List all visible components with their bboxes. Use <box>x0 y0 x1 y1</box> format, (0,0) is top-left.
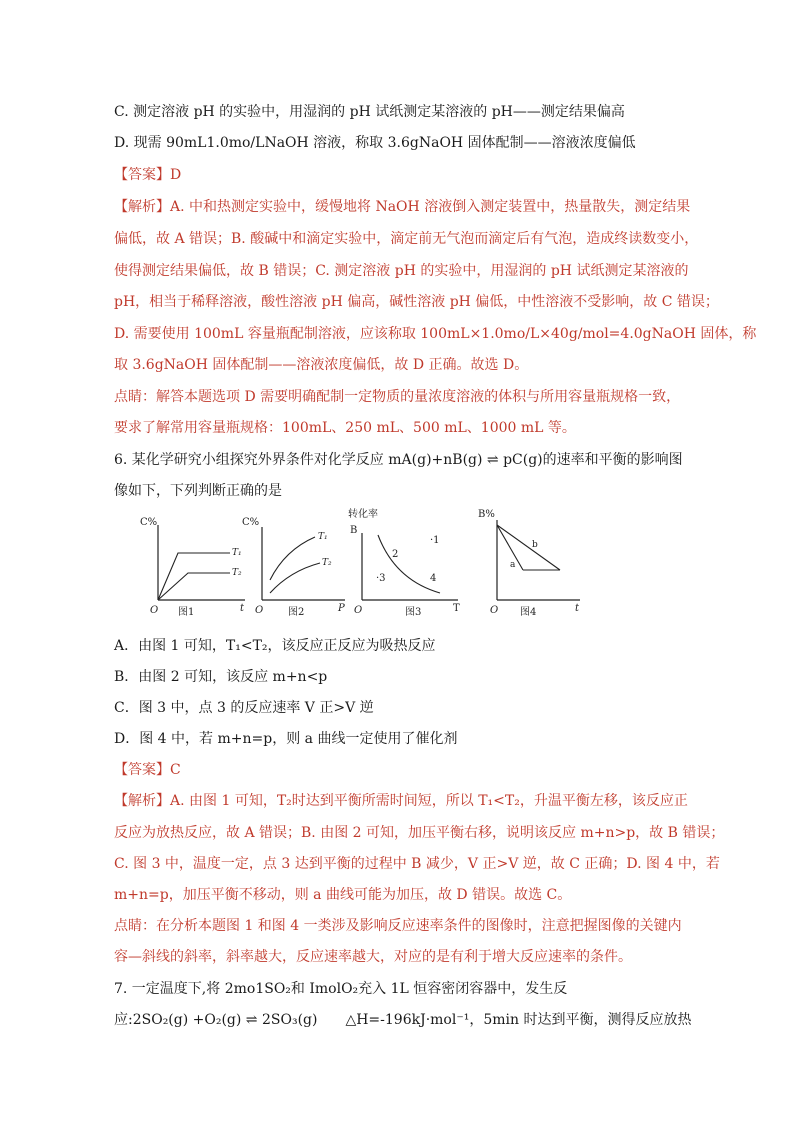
figure-2-curve-t2: T₂ <box>322 558 332 568</box>
q5-explanation-1: 【解析】A. 中和热测定实验中，缓慢地将 NaOH 溶液倒入测定装置中，热量散失，测定结果 <box>114 199 691 215</box>
q7-stem-2: 应:2SO₂(g) +O₂(g) ⇌ 2SO₃(g) △H=-196kJ·mol⁻¹，5min 时达到平衡，测得反应放热 <box>114 1012 692 1028</box>
figure-2-curve-t1: T₁ <box>318 532 328 542</box>
q5-option-c: C. 测定溶液 pH 的实验中，用湿润的 pH 试纸测定某溶液的 pH——测定结果偏高 <box>114 104 625 120</box>
figure-3-point-4: 4 <box>430 573 437 584</box>
figure-3 <box>348 507 460 618</box>
q5-explanation-4: pH，相当于稀释溶液，酸性溶液 pH 偏高，碱性溶液 pH 偏低，中性溶液不受影响，故 C 错误； <box>114 294 719 310</box>
q7-stem-1: 7. 一定温度下,将 2mo1SO₂和 ImolO₂充入 1L 恒容密闭容器中，发生反 <box>114 981 568 997</box>
q6-stem-1: 6. 某化学研究小组探究外界条件对化学反应 mA(g)+nB(g) ⇌ pC(g)的速率和平衡的影响图 <box>114 452 683 468</box>
figure-4 <box>478 509 580 618</box>
figure-1-caption: 图1 <box>178 607 195 618</box>
q5-option-d: D. 现需 90mL1.0mo/LNaOH 溶液，称取 3.6gNaOH 固体配制——溶液浓度偏低 <box>114 135 636 151</box>
figure-4-curve-b: b <box>532 540 538 550</box>
q5-explanation-2: 偏低，故 A 错误；B. 酸碱中和滴定实验中，滴定前无气泡而滴定后有气泡，造成终读数变小， <box>114 231 699 247</box>
figure-4-curve-a: a <box>510 560 516 570</box>
q6-option-c: C．图 3 中，点 3 的反应速率 V 正>V 逆 <box>114 700 374 716</box>
figure-1-ylabel: C% <box>140 517 158 528</box>
q6-explanation-3: C. 图 3 中，温度一定，点 3 达到平衡的过程中 B 减少，V 正>V 逆，故 C 正确；D. 图 4 中，若 <box>114 856 720 872</box>
figure-4-origin: O <box>490 605 499 616</box>
q6-figures <box>140 505 640 625</box>
figure-1 <box>140 517 245 618</box>
q5-explanation-6: 取 3.6gNaOH 固体配制——溶液浓度偏低，故 D 正确。故选 D。 <box>114 357 529 373</box>
figure-2-xlabel: P <box>338 603 345 614</box>
figure-2-ylabel: C% <box>242 517 260 528</box>
figure-1-xlabel: t <box>240 603 245 614</box>
figure-2-origin: O <box>255 605 264 616</box>
q5-note-1: 点睛：解答本题选项 D 需要明确配制一定物质的量浓度溶液的体积与所用容量瓶规格一致， <box>114 389 681 405</box>
figure-3-origin: O <box>354 605 363 616</box>
q6-answer: 【答案】C <box>114 762 181 778</box>
figure-4-ylabel: B% <box>478 509 495 520</box>
q6-option-b: B．由图 2 可知，该反应 m+n<p <box>114 669 328 685</box>
figure-3-point-2: 2 <box>392 549 399 560</box>
figure-4-xlabel: t <box>575 603 580 614</box>
q5-explanation-3: 使得测定结果偏低，故 B 错误；C. 测定溶液 pH 的实验中，用湿润的 pH 试纸测定某溶液的 <box>114 263 689 279</box>
q6-option-d: D．图 4 中，若 m+n=p，则 a 曲线一定使用了催化剂 <box>114 731 458 747</box>
q6-explanation-4: m+n=p，加压平衡不移动，则 a 曲线可能为加压，故 D 错误。故选 C。 <box>114 887 572 903</box>
q6-option-a: A．由图 1 可知，T₁<T₂，该反应正反应为吸热反应 <box>114 638 436 654</box>
figure-1-curve-t2: T₂ <box>232 568 242 578</box>
figure-1-origin: O <box>150 605 159 616</box>
q6-explanation-2: 反应为放热反应，故 A 错误；B. 由图 2 可知，加压平衡右移，说明该反应 m+n>p，故 B 错误； <box>114 825 725 841</box>
q6-note-1: 点睛：在分析本题图 1 和图 4 一类涉及影响反应速率条件的图像时，注意把握图像的关键内 <box>114 918 682 934</box>
figure-2-caption: 图2 <box>288 607 305 618</box>
figure-2 <box>242 517 345 618</box>
q5-note-2: 要求了解常用容量瓶规格：100mL、250 mL、500 mL、1000 mL 等。 <box>114 420 576 436</box>
figure-1-curve-t1: T₁ <box>232 548 242 558</box>
figure-3-ylabel-b: B <box>350 525 358 536</box>
q6-explanation-1: 【解析】A. 由图 1 可知，T₂时达到平衡所需时间短，所以 T₁<T₂，升温平衡左移，该反应正 <box>114 793 688 809</box>
figure-3-point-1: ·1 <box>430 535 440 546</box>
figure-3-caption: 图3 <box>405 607 422 618</box>
q6-stem-2: 像如下，下列判断正确的是 <box>114 483 282 499</box>
q5-explanation-5: D. 需要使用 100mL 容量瓶配制溶液，应该称取 100mL×1.0mo/L×40g/mol=4.0gNaOH 固体，称 <box>114 326 757 342</box>
figure-3-xlabel: T <box>453 603 460 614</box>
q5-answer: 【答案】D <box>114 167 182 183</box>
q6-note-2: 容—斜线的斜率，斜率越大，反应速率越大，对应的是有利于增大反应速率的条件。 <box>114 949 632 965</box>
figure-4-caption: 图4 <box>520 607 537 618</box>
figure-3-ylabel: 转化率 <box>348 509 378 520</box>
figure-3-point-3: ·3 <box>376 573 386 584</box>
